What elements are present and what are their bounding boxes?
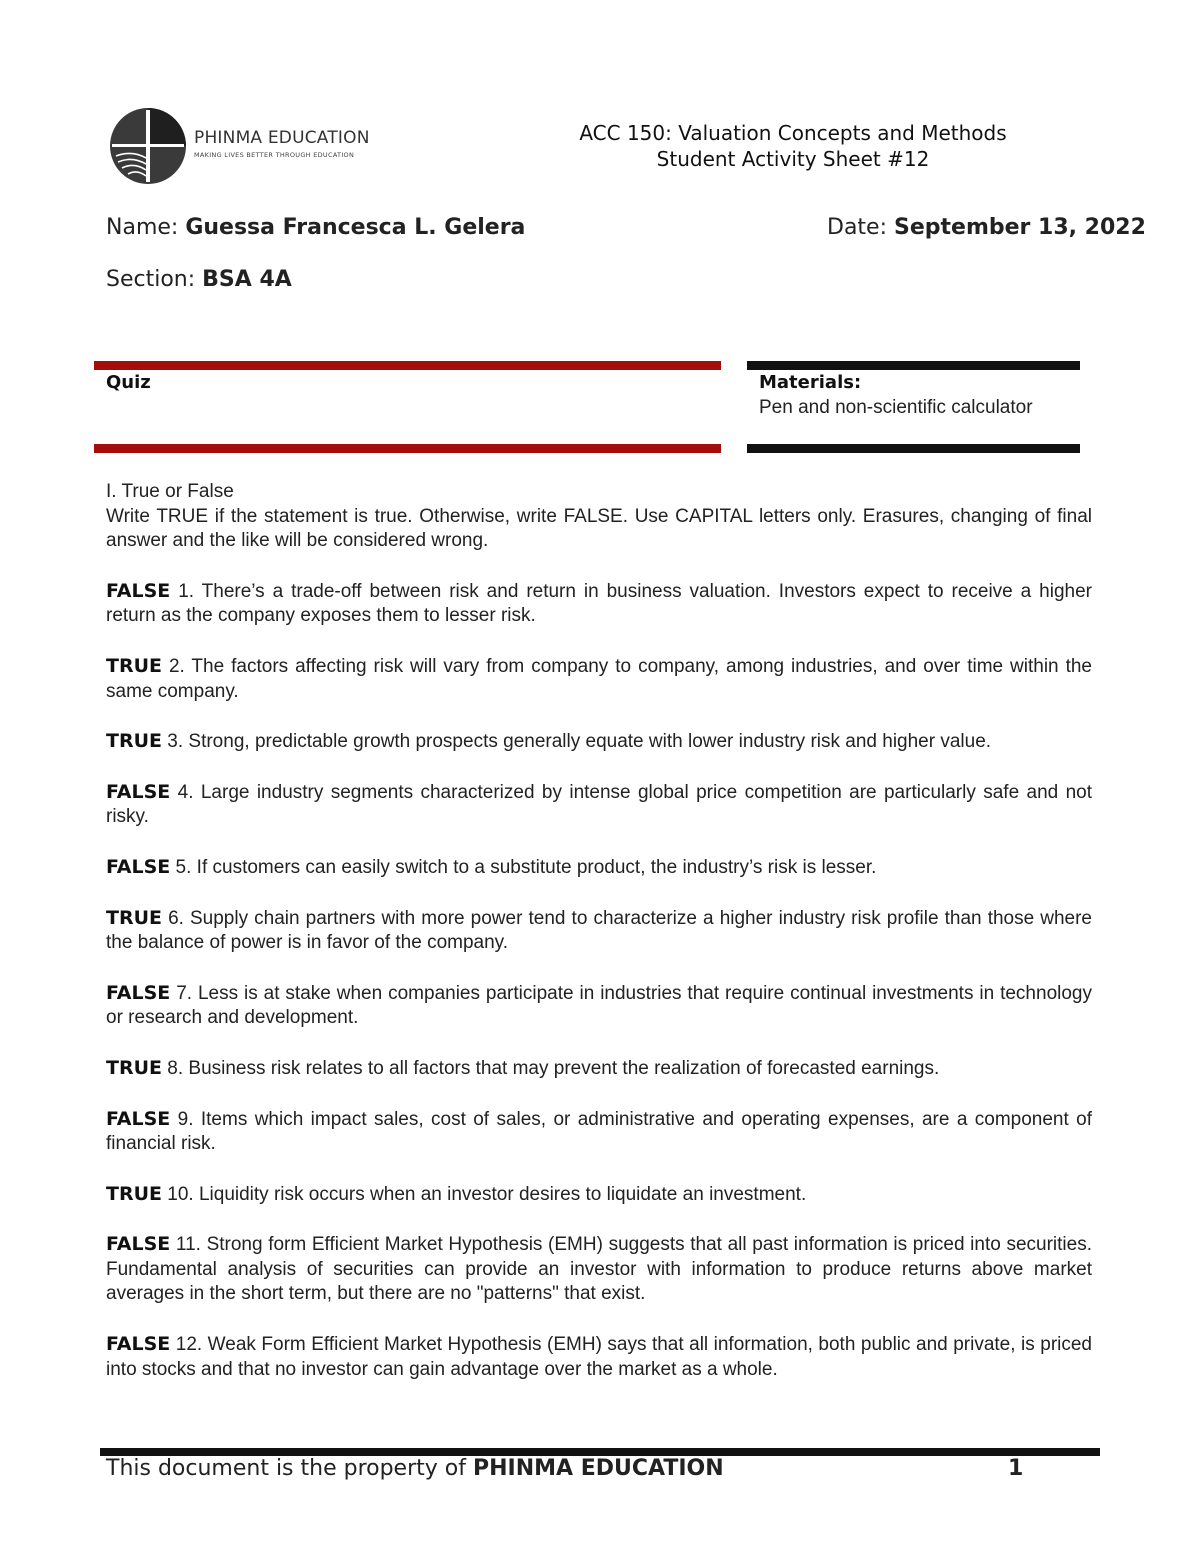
question-text: 1. There’s a trade-off between risk and return in business valuation. Investors expect to receive a higher return as the company exposes them to lesser risk. [106,580,1092,627]
materials-box-bottom-rule [747,444,1080,453]
page-number: 1 [1008,1456,1024,1481]
section-value: BSA 4A [202,267,292,292]
phinma-logo [108,106,368,186]
answer: TRUE [106,906,162,929]
answer: TRUE [106,1182,162,1205]
student-name-line [106,215,525,240]
question-text: 10. Liquidity risk occurs when an investor desires to liquidate an investment. [162,1183,807,1205]
date-value: September 13, 2022 [894,215,1146,240]
answer: FALSE [106,1107,171,1130]
question-item [106,981,1092,1031]
section-line [106,267,292,292]
logo-tagline: MAKING LIVES BETTER THROUGH EDUCATION [194,151,355,159]
course-heading [520,120,1066,172]
instructions-text: Write TRUE if the statement is true. Otherwise, write FALSE. Use CAPITAL letters only. Erasures, changing of final answer and the like will be considered wrong. [106,505,1092,552]
logo-wordmark: PHINMA EDUCATION [194,128,370,148]
answer: FALSE [106,855,171,878]
answer: FALSE [106,1233,171,1256]
name-label: Name: [106,215,186,240]
question-text: 12. Weak Form Efficient Market Hypothesis (EMH) says that all information, both public and private, is priced into stocks and that no investor can gain advantage over the market as a whole. [106,1334,1092,1380]
answer: FALSE [106,780,171,803]
materials-text: Pen and non-scientific calculator [759,397,1033,418]
footer-text [106,1456,724,1481]
sheet-title: Student Activity Sheet #12 [656,147,930,171]
footer-rule [100,1448,1100,1456]
question-item [106,1232,1092,1307]
question-text: 5. If customers can easily switch to a substitute product, the industry’s risk is lesser. [170,856,877,878]
question-text: 4. Large industry segments characterized by intense global price competition are particularly safe and not risky. [106,781,1092,828]
course-title: ACC 150: Valuation Concepts and Methods [579,121,1007,145]
question-item [106,780,1092,830]
quiz-box-bottom-rule [94,444,721,453]
quiz-content [106,480,1092,1382]
footer-org: PHINMA EDUCATION [472,1456,724,1481]
question-text: 8. Business risk relates to all factors that may prevent the realization of forecasted earnings. [162,1057,940,1079]
question-item [106,906,1092,956]
answer: TRUE [106,654,162,677]
answer: FALSE [106,1333,171,1356]
question-item [106,729,1092,755]
section-heading: I. True or False [106,481,234,502]
section-label: Section: [106,267,203,292]
materials-label: Materials: [759,372,862,393]
question-text: 9. Items which impact sales, cost of sales, or administrative and operating expenses, are a component of financial risk. [106,1108,1092,1155]
student-name: Guessa Francesca L. Gelera [185,215,526,240]
quiz-box-top-rule [94,361,721,370]
question-text: 7. Less is at stake when companies participate in industries that require continual investments in technology or research and development. [106,982,1092,1029]
answer: TRUE [106,1056,162,1079]
phinma-emblem-icon [108,106,188,186]
materials-box-top-rule [747,361,1080,370]
question-item [106,654,1092,704]
footer-property-text: This document is the property of [106,1456,473,1481]
answer: TRUE [106,730,162,753]
question-text: 6. Supply chain partners with more power tend to characterize a higher industry risk profile than those where the balance of power is in favor of the company. [106,907,1092,954]
question-text: 11. Strong form Efficient Market Hypothesis (EMH) suggests that all past information is priced into securities. Fundamental analysis of securities can provide an investor with information to produce returns above market averages in the short term, but there are no "patterns" that exist. [106,1234,1092,1305]
question-item [106,1056,1092,1082]
question-item [106,579,1092,629]
question-item [106,855,1092,881]
answer: FALSE [106,981,171,1004]
date-label: Date: [827,215,894,240]
date-line [827,215,1146,240]
question-text: 3. Strong, predictable growth prospects generally equate with lower industry risk and higher value. [162,731,992,753]
question-text: 2. The factors affecting risk will vary from company to company, among industries, and over time within the same company. [106,655,1092,702]
question-item [106,1107,1092,1157]
answer: FALSE [106,579,171,602]
question-item [106,1182,1092,1208]
question-item [106,1332,1092,1382]
quiz-label: Quiz [106,372,151,393]
